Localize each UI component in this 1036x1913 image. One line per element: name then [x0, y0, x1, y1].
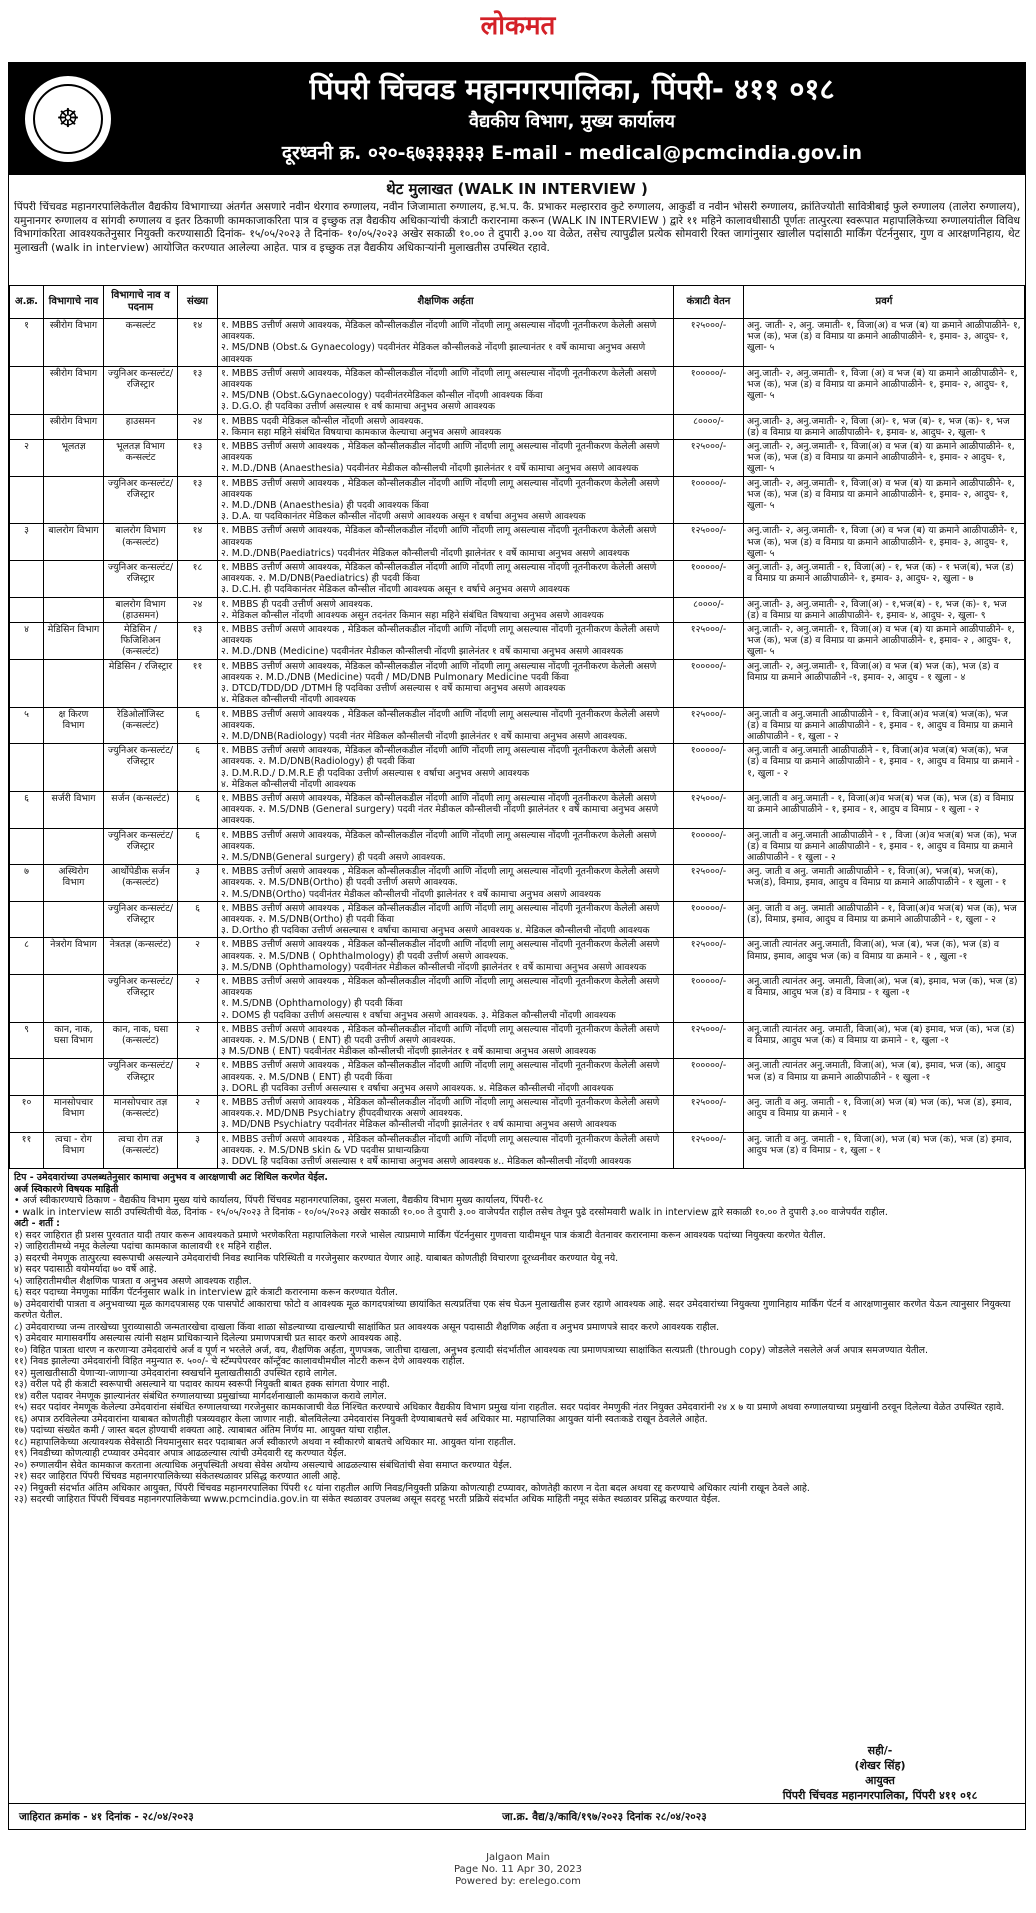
powered-by: Powered by: erelego.com — [455, 1876, 581, 1887]
table-row — [10, 319, 1025, 367]
table-row — [10, 366, 1025, 414]
application-place: • अर्ज स्वीकारण्याचे ठिकाण - वैद्यकीय विभाग मुख्य यांचे कार्यालय, पिंपरी चिंचवड महानगरपालिका, दुसरा मजला, वैद्यकीय विभाग मुख्य कार्यालय, पिंपरी-१८ — [14, 1195, 544, 1207]
row-number: १० — [10, 1096, 44, 1133]
post-name: त्वचा रोग तज्ञ (कन्सल्टंट) — [104, 1132, 178, 1169]
table-row — [10, 561, 1025, 598]
row-number: ११ — [10, 1132, 44, 1169]
post-name: कन्सल्टंट — [104, 319, 178, 367]
column-header: विभागाचे नाव — [44, 286, 104, 319]
post-count: २ — [178, 938, 218, 975]
reservation-category: अनु.जाती- २, अनु.जमाती- १, विजा(अ) व भज (ब) या क्रमाने आळीपाळीने- १, भज (क), भज (ड) व विमाप्र या क्रमाने आळीपाळीने- १, इमाव- २, आदुघ- १, खुला- ५ — [744, 476, 1025, 524]
signatory-org: पिंपरी चिंचवड महानगरपालिका, पिंपरी ४११ ०१८ — [782, 1789, 978, 1802]
qualification: १. MBBS उत्तीर्ण असणे आवश्यक , मेडिकल कौन्सीलकडील नोंदणी आणि नोंदणी लागू असल्यास नोंदणी नूतनीकरण केलेली असणे आवश्यक. २. M.S/DNB ( ENT) ही पदवी किंवा ३. DORL ही पदविका उत्तीर्ण असल्यास १ वर्षाचा अनुभव असणे आवश्यक. ४. मेडिकल कौन्सीलची नोंदणी आवश्यक — [218, 1059, 674, 1096]
term-item: ४) सदर पदासाठी वयोमर्यादा ७० वर्षे आहे. — [14, 1264, 157, 1276]
department-name — [44, 476, 104, 524]
contract-pay: १२५०००/- — [674, 1096, 744, 1133]
department-name — [44, 597, 104, 622]
column-header: विभागाचे नाव व पदनाम — [104, 286, 178, 319]
row-number: ३ — [10, 524, 44, 561]
signature-sd: सही/- — [867, 1744, 893, 1757]
row-number: ५ — [10, 707, 44, 744]
qualification: १. MBBS उत्तीर्ण असणे आवश्यक , मेडिकल कौन्सीलकडील नोंदणी आणि नोंदणी लागू असल्यास नोंदणी नूतनीकरण केलेली असणे आवश्यक १. M.S/DNB (Ophthamology) ही पदवी किंवा २. DOMS ही पदविका उत्तीर्ण असल्यास १ वर्षाचा अनुभव असणे आवश्यक. ३. मेडिकल कौन्सीलची नोंदणी आवश्यक — [218, 974, 674, 1022]
contract-pay: १०००००/- — [674, 901, 744, 938]
table-row — [10, 707, 1025, 744]
contract-pay: १२५०००/- — [674, 791, 744, 828]
post-count: २४ — [178, 597, 218, 622]
reservation-category: अनु.जाती- २, अनु.जमाती- १, विजा(अ) व भज (ब) या क्रमाने आळीपाळीने- १, भज (क), भज (ड) व विमाप्र या क्रमाने आळीपाळीने- १, इमाव- २ आदुघ- १, खुला- ५ — [744, 440, 1025, 477]
post-name: मानसोपचार तज्ञ (कन्सल्टंट) — [104, 1096, 178, 1133]
post-name: रेडिओलॉजिस्ट (कन्सल्टंट) — [104, 707, 178, 744]
qualification: १. MBBS उत्तीर्ण असणे आवश्यक , मेडिकल कौन्सीलकडील नोंदणी आणि नोंदणी लागू असल्यास नोंदणी नूतनीकरण केलेली असणे आवश्यक. २. M.D/DNB(Radiology) पदवी नंतर मेडिकल कौन्सीलची नोंदणी झालेनंतर १ वर्षे कामाचा अनुभव असणे आवश्यक. — [218, 707, 674, 744]
pcmc-emblem-logo — [25, 76, 111, 162]
table-row — [10, 828, 1025, 865]
reservation-category: अनु.जाती- २, अनु.जमाती- १, विजा(अ) व भज (ब) या क्रमाने आळीपाळीने- १, भज (क), भज (ड) व विमाप्र या क्रमाने आळीपाळीने- १, इमाव- २ , आदुघ- १, खुला- ५ — [744, 623, 1025, 660]
column-header: शैक्षणिक अर्हता — [218, 286, 674, 319]
qualification: १. MBBS उत्तीर्ण असणे आवश्यक, मेडिकल कौन्सीलकडील नोंदणी आणि नोंदणी लागू असल्यास नोंदणी नूतनीकरण केलेली असणे आवश्यक २. MS/DNB (Obst.&Gynaecology) पदवीनंतरमेडिकल कौन्सील नोंदणी आवश्यक किंवा ३. D.G.O. ही पदविका उत्तीर्ण असल्यास १ वर्ष कामाचा अनुभव असणे आवश्यक — [218, 366, 674, 414]
reservation-category: अनु.जाती त्यानंतर अनु.जमाती, विजा(अ), भज (ब), इमाव, भज (क), आदुघ भज (ड) व विमाप्र या क्रमाने आळीपाळीने - १ खुला -१ — [744, 1059, 1025, 1096]
post-name: ज्युनिअर कन्सल्टंट/ रजिस्ट्रार — [104, 366, 178, 414]
term-item: १४) वरील पदावर नेमणूक झाल्यानंतर संबंधित रुग्णालयाच्या प्रमुखांच्या मार्गदर्शनाखाली कामकाज करावे लागेल. — [14, 1390, 387, 1402]
post-count: १३ — [178, 476, 218, 524]
department-name — [44, 561, 104, 598]
post-name: ज्युनिअर कन्सल्टंट/ रजिस्ट्रार — [104, 1059, 178, 1096]
department-name — [44, 1059, 104, 1096]
department-name: क्ष किरण विभाग — [44, 707, 104, 744]
post-count: १८ — [178, 561, 218, 598]
department-name: स्त्रीरोग विभाग — [44, 414, 104, 439]
contract-pay: १२५०००/- — [674, 319, 744, 367]
row-number — [10, 1059, 44, 1096]
term-item: २२) नियुक्ती संदर्भात अंतिम अधिकार आयुक्त, पिंपरी चिंचवड महानगरपालिका पिंपरी १८ यांना राहतील आणि निवड/नियुक्ती प्रक्रिया कोणत्याही टप्प्यावर, कोणतेही कारण न देता बदल अथवा रद्द करण्याचे अधिकार त्यांनी राखून ठेवले आहे. — [14, 1482, 810, 1494]
reservation-category: अनु.जाती- २, अनु.जमाती- १, विजा (अ) व भज (ब) या क्रमाने आळीपाळीने- १, भज (क), भज (ड) व विमाप्र या क्रमाने आळीपाळीने- १, इमाव- ३, आदुघ- १, खुला- ५ — [744, 524, 1025, 561]
post-name: ज्युनिअर कन्सल्टंट/ रजिस्ट्रार — [104, 901, 178, 938]
contract-pay: १२५०००/- — [674, 1132, 744, 1169]
vacancy-table — [9, 285, 1025, 1169]
qualification: १. MBBS उत्तीर्ण असणे आवश्यक, मेडिकल कौन्सीलकडील नोंदणी आणि नोंदणी लागू असल्यास नोंदणी नूतनीकरण केलेली असणे आवश्यक. २. M.S/DNB (General surgery) पदवी नंतर मेडीकल कौन्सीलची नोंदणी झालेनंतर १ वर्षे कामाचा अनुभव असणे आवश्यक. — [218, 791, 674, 828]
row-number: ७ — [10, 865, 44, 902]
term-item: ८) उमेदवाराच्या जन्म तारखेच्या पुराव्यासाठी जन्मतारखेचा दाखला किंवा शाळा सोडल्याच्या दाखल्याची साक्षांकित प्रत आवश्यक असून पदासाठी शैक्षणिक अर्हता व अनुभव प्रमाणपत्रे सादर करणे आवश्यक राहील. — [14, 1321, 720, 1333]
qualification: १. MBBS उत्तीर्ण असणे आवश्यक, मेडिकल कौन्सीलकडील नोंदणी आणि नोंदणी लागू असल्यास नोंदणी नूतनीकरण केलेली असणे आवश्यक. २. MS/DNB (Obst.& Gynaecology) पदवीनंतर मेडिकल कौन्सीलकडे नोंदणी झाल्यानंतर १ वर्षे कामाचा अनुभव असणे आवश्यक — [218, 319, 674, 367]
post-name: कान, नाक, घसा (कन्सल्टंट) — [104, 1022, 178, 1059]
department-name: भूलतज्ञ — [44, 440, 104, 477]
qualification: १. MBBS ही पदवी उत्तीर्ण असणे आवश्यक. २. मेडिकल कौन्सील नोंदणी आवश्यक असुन तदनंतर किमान सहा महिने संबंधित विषयाचा अनुभव असणे आवश्यक — [218, 597, 674, 622]
row-number — [10, 744, 44, 792]
row-number: ९ — [10, 1022, 44, 1059]
contract-pay: १०००००/- — [674, 828, 744, 865]
post-name: ज्युनिअर कन्सल्टंट/ रजिस्ट्रार — [104, 744, 178, 792]
qualification: १. MBBS उत्तीर्ण असणे आवश्यक, मेडिकल कौन्सीलकडील नोंदणी आणि नोंदणी लागू असल्यास नोंदणी नूतनीकरण केलेली असणे आवश्यक. २. M.S/DNB(General surgery) ही पदवी असणे आवश्यक. — [218, 828, 674, 865]
post-name: ज्युनिअर कन्सल्टंट/ रजिस्ट्रार — [104, 974, 178, 1022]
department-name: मेडिसिन विभाग — [44, 623, 104, 660]
post-count: ६ — [178, 791, 218, 828]
qualification: १. MBBS उत्तीर्ण असणे आवश्यक , मेडिकल कौन्सीलकडील नोंदणी आणि नोंदणी लागू असल्यास नोंदणी नूतनीकरण केलेली असणे आवश्यक. २. M.S/DNB(Ortho) ही पदवी किंवा ३. D.Ortho ही पदविका उत्तीर्ण असल्यास १ वर्षाचा कामाचा अनुभव असणे आवश्यक ४. मेडिकल कौन्सीलची नोंदणी आवश्यक — [218, 901, 674, 938]
contract-pay: १२५०००/- — [674, 707, 744, 744]
term-item: १९) निवडीच्या कोणत्याही टप्प्यावर उमेदवार अपात्र आढळल्यास त्यांची उमेदवारी रद्द करण्यात येईल. — [14, 1448, 347, 1460]
post-count: २ — [178, 1096, 218, 1133]
term-item: ११) निवड झालेल्या उमेदवारांनी विहित नमुन्यात रु. ५००/- चे स्टॅम्पपेपरवर कॉन्ट्रॅक्ट कालावधीमधील नोटरी करून देणे आवश्यक राहील. — [14, 1356, 465, 1368]
walk-in-title: थेट मुलाखत (WALK IN INTERVIEW ) — [386, 180, 648, 198]
post-count: २४ — [178, 414, 218, 439]
row-number — [10, 901, 44, 938]
contract-pay: १०००००/- — [674, 1059, 744, 1096]
department-subtitle: वैद्यकीय विभाग, मुख्य कार्यालय — [469, 111, 675, 132]
qualification: १. MBBS उत्तीर्ण असणे आवश्यक , मेडिकल कौन्सीलकडील नोंदणी आणि नोंदणी लागू असल्यास नोंदणी नूतनीकरण केलेली असणे आवश्यक. २. M.S/DNB skin & VD पदवीस प्राधान्यक्रिया ३. DDVL हि पदविका उत्तीर्ण असल्यास १ वर्षे कामाचा अनुभव असणे आवश्यक ४.. मेडिकल कौन्सीलची नोंदणी आवश्यक — [218, 1132, 674, 1169]
post-count: ६ — [178, 744, 218, 792]
table-row — [10, 1096, 1025, 1133]
post-name: सर्जन (कन्सल्टंट) — [104, 791, 178, 828]
column-header: कंत्राटी वेतन — [674, 286, 744, 319]
qualification: १. MBBS उत्तीर्ण असणे आवश्यक, मेडिकल कौन्सीलकडील नोंदणी आणि नोंदणी लागू असल्यास नोंदणी नूतनीकरण केलेली असणे आवश्यक २. M.D./DNB(Paediatrics) पदवीनंतर मेडिकल कौन्सीलची नोंदणी झालेनंतर १ वर्षे कामाचा अनुभव असणे आवश्यक — [218, 524, 674, 561]
contract-pay: १२५०००/- — [674, 865, 744, 902]
column-header: संख्या — [178, 286, 218, 319]
term-item: १७) पदांच्या संख्येत कमी / जास्त बदल होण्याची शक्यता आहे. त्याबाबत अंतिम निर्णय मा. आयुक्त यांचा राहील. — [14, 1425, 391, 1437]
tip-note: टिप - उमेदवारांच्या उपलब्धतेनुसार कामाचा अनुभव व आरक्षणाची अट शिथिल करणेत येईल. — [14, 1172, 328, 1184]
post-name: हाउसमन — [104, 414, 178, 439]
qualification: १. MBBS उत्तीर्ण असणे आवश्यक , मेडिकल कौन्सीलकडील नोंदणी आणि नोंदणी लागू असल्यास नोंदणी नूतनीकरण केलेली असणे आवश्यक. २. M.S/DNB ( Ophthalmology) ही पदवी उत्तीर्ण असणे आवश्यक. ३. M.S/DNB (Ophthamology) पदवीनंतर मेडीकल कौन्सीलची नोंदणी झालेनंतर १ वर्षे कामाचा अनुभव असणे आवश्यक — [218, 938, 674, 975]
department-name: मानसोपचार विभाग — [44, 1096, 104, 1133]
reservation-category: अनु.जाती त्यानंतर अनु. जमाती, विजा(अ), भज (ब) इमाव, भज (क), भज (ड) व विमाप्र, आदुघ भज (क) व विमाप्र या क्रमाने - १, खुला -१ — [744, 1022, 1025, 1059]
post-count: १३ — [178, 440, 218, 477]
reservation-category: अनु.जाती- ३, अनु.जमाती- २, विजा(अ) - १,भज(ब) - १, भज (क)- १, भज (ड) व विमाप्र या क्रमाने आळीपाळीने- १, इमाव- ४, आदुघ- २, खुला- ९ — [744, 597, 1025, 622]
reservation-category: अनु.जाती- २, अनु.जमाती- १, विजा(अ) व भज (ब) भज (क), भज (ड) व विमाप्र या क्रमाने आळीपाळीने -१, इमाव- २, आदुघ - १ खुला - ४ — [744, 659, 1025, 707]
post-name: बालरोग विभाग (कन्सल्टंट) — [104, 524, 178, 561]
row-number: २ — [10, 440, 44, 477]
post-name: ज्युनिअर कन्सल्टंट/ रजिस्ट्रार — [104, 476, 178, 524]
contract-pay: १२५०००/- — [674, 440, 744, 477]
post-name: ज्युनिअर कन्सल्टंट/ रजिस्ट्रार — [104, 828, 178, 865]
table-row — [10, 1022, 1025, 1059]
term-item: ६) सदर पदाच्या नेमणुका मार्किंग पॅटर्ननुसार walk in interview द्वारे कंत्राटी करारनामा करून करण्यात येतील. — [14, 1287, 398, 1299]
qualification: १. MBBS उत्तीर्ण असणे आवश्यक , मेडिकल कौन्सीलकडील नोंदणी आणि नोंदणी लागू असल्यास नोंदणी नूतनीकरण केलेली असणे आवश्यक २. M.D./DNB (Anaesthesia) ही पदवी आवश्यक किंवा ३. D.A. या पदविकानंतर मेडिकल कौन्सील नोंदणी असणे आवश्यक असून १ वर्षाचा अनुभव असणे आवश्यक — [218, 476, 674, 524]
post-count: ६ — [178, 707, 218, 744]
post-count: १४ — [178, 319, 218, 367]
post-name: नेत्रतज्ञ (कन्सल्टंट) — [104, 938, 178, 975]
intro-paragraph: पिंपरी चिंचवड महानगरपालिकेतील वैद्यकीय विभागाच्या अंतर्गत असणारे नवीन थेरगाव रुग्णालय, नवीन जिजामाता रुग्णालय, ह.भ.प. कै. प्रभाकर मल्हारराव कुटे रुग्णालय, आकुर्डी व नवीन भोसरी रुग्णालय, क्रांतिज्योती सावित्रीबाई फुले रुग्णालय (तालेरा रुग्णालय), यमुनानगर रुग्णालय व सांगवी रुग्णालय व इतर ठिकाणी कामकाजाकरिता पात्र व इच्छुक तज्ञ वैद्यकीय अधिकाऱ्यांची कंत्राटी करारनामा करून (WALK IN INTERVIEW ) द्वारे ११ महिने कालावधीसाठी पूर्णतः तात्पुरत्या स्वरूपात महापालिकेच्या रुग्णालयांतील विविध विभागांकरिता आवश्यकतेनुसार नियुक्ती करण्यासाठी दिनांक- १५/०५/२०२३ ते दिनांक- १०/०५/२०२३ अखेर सकाळी १०.०० ते दुपारी ३.०० या वेळेत, तसेच त्यापुढील प्रत्येक सोमवारी रिक्त जागांनुसार खालील पदांसाठी मार्किंग पॅटर्ननुसार, गुण व आरक्षणनिहाय, थेट मुलाखती (walk in interview) आयोजित करण्यात आलेल्या आहेत. पात्र व इच्छुक तज्ञ वैद्यकीय अधिकाऱ्यांनी मुलाखतीस उपस्थित रहावे. — [14, 201, 1020, 254]
contract-pay: १०००००/- — [674, 659, 744, 707]
row-number: ४ — [10, 623, 44, 660]
signatory-name: (शेखर सिंह) — [854, 1759, 906, 1772]
term-item: ३) सदरची नेमणूक तात्पुरत्या स्वरूपाची असल्याने उमेदवारांची निवड स्थानिक परिस्थिती व गरजेनुसार करण्यात येणार आहे. याबाबत कोणतीही विचारणा दूरध्वनीवर करण्यात येवू नये. — [14, 1252, 619, 1264]
newspaper-masthead: लोकमत — [480, 11, 556, 41]
department-name — [44, 744, 104, 792]
term-item: ७) उमेदवारांची पात्रता व अनुभवाच्या मूळ कागदपत्रासह एक पासपोर्ट आकाराचा फोटो व आवश्यक मूळ कागदपत्रांच्या छायांकित सत्यप्रतिंचा एक संच घेऊन मुलाखतीस हजर रहाणे आवश्यक आहे. सदर उमेदवारांच्या नियुक्त्या गुणानिहाय मार्किंग पॅटर्न व आरक्षणानुसार करणेत येऊन त्यानुसार नियुक्त्या करणेत येतील. — [14, 1298, 1011, 1322]
table-row — [10, 901, 1025, 938]
department-name: स्त्रीरोग विभाग — [44, 366, 104, 414]
contract-pay: ८००००/- — [674, 414, 744, 439]
post-name: बालरोग विभाग (हाउसमन) — [104, 597, 178, 622]
row-number — [10, 561, 44, 598]
post-count: २ — [178, 1059, 218, 1096]
table-row — [10, 791, 1025, 828]
reservation-category: अनु.जाती व अनु.जमाती आळीपाळीने - १ , विजा (अ)व भज(ब) भज (क), भज (ड) व विमाप्र या क्रमाने आळीपाळीने - १, इमाव - १, आदुघ व विमाप्र या क्रमाने आळीपाळीने - १ खुला - २ — [744, 828, 1025, 865]
term-item: १) सदर जाहिरात ही प्रशस पुरवतात यादी तयार करून आवश्यकते प्रमाणे भरणेकरिता महापालिकेला गरजे भासेल त्याप्रमाणे मार्किंग पॅटर्ननुसार गुणवत्ता यादीमधून पात्र कंत्राटी वेतनावर करारनामा करून आवश्यक पदांच्या नियुक्त्या करणेत येतील. — [14, 1229, 826, 1241]
reservation-category: अनु.जाती व अनु.जमाती - १, विजा(अ)व भज(ब) भज (क), भज (ड) व विमाप्र या क्रमाने आळीपाळीने - १, इमाव - १, आदुघ व विमाप्र - १ खुला - २ — [744, 791, 1025, 828]
contact-line: दूरध्वनी क्र. ०२०-६७३३३३३३ E-mail - medical@pcmcindia.gov.in — [281, 142, 863, 164]
term-item: ९) उमेदवार मागासवर्गीय असल्यास त्यांनी सक्षम प्राधिकाऱ्याने दिलेल्या प्रमाणपत्राची प्रत सादर करणे आवश्यक आहे. — [14, 1333, 402, 1345]
table-row — [10, 865, 1025, 902]
post-count: १४ — [178, 524, 218, 561]
department-name: बालरोग विभाग — [44, 524, 104, 561]
reservation-category: अनु. जाती व अनु. जमाती आळीपाळीने - १, विजा(अ), भज(ब), भज(क), भज(ड), विमाप्र, इमाव, आदुघ व विमाप्र या क्रमाने आळीपाळीने - १ खुला - १ — [744, 865, 1025, 902]
row-number: ६ — [10, 791, 44, 828]
post-count: २ — [178, 1022, 218, 1059]
qualification: १. MBBS उत्तीर्ण असणे आवश्यक, मेडिकल कौन्सीलकडील नोंदणी आणि नोंदणी लागू असल्यास नोंदणी नूतनीकरण केलेली असणे आवश्यक. २. M.D/DNB(Paediatrics) ही पदवी किंवा ३. D.C.H. ही पदविकानंतर मेडिकल कौन्सील नोंदणी आवश्यक असून १ वर्षाचे अनुभव असणे आवश्यक — [218, 561, 674, 598]
post-count: ११ — [178, 659, 218, 707]
table-row — [10, 597, 1025, 622]
column-header: प्रवर्ग — [744, 286, 1025, 319]
reservation-category: अनु.जाती व अनु.जमाती आळीपाळीने - १, विजा(अ)व भज(ब) भज(क), भज (ड) व विमाप्र या क्रमाने आळीपाळीने - १, इमाव - १, आदुघ व विमाप्र या क्रमाने आळीपाळीने - १, खुला - २ — [744, 707, 1025, 744]
department-name: सर्जरी विभाग — [44, 791, 104, 828]
qualification: १. MBBS उत्तीर्ण असणे आवश्यक , मेडिकल कौन्सीलकडील नोंदणी आणि नोंदणी लागू असल्यास नोंदणी नूतनीकरण केलेली असणे आवश्यक २. M.D./DNB (Medicine) पदवीनंतर मेडीकल कौन्सीलची नोंदणी झालेनंतर १ वर्षे कामाचा अनुभव असणे आवश्यक — [218, 623, 674, 660]
signature-block — [765, 1743, 995, 1803]
contract-pay: १०००००/- — [674, 744, 744, 792]
term-item: १८) महापालिकेच्या अत्यावश्यक सेवेसाठी नियमानुसार सदर पदाबाबत अर्ज स्वीकारणे अथवा न स्वीकारणे बाबतचे अधिकार मा. आयुक्त यांना राहतील. — [14, 1436, 517, 1448]
post-count: ३ — [178, 1132, 218, 1169]
contract-pay: १२५०००/- — [674, 1022, 744, 1059]
reservation-category: अनु. जाती- २, अनु. जमाती- १, विजा(अ) व भज (ब) या क्रमाने आळीपाळीने- १, भज (क), भज (ड) व विमाप्र या क्रमाने आळीपाळीने- १, इमाव- ३, आदुघ- १, खुला- ५ — [744, 319, 1025, 367]
department-name — [44, 901, 104, 938]
post-name: आर्थोपेडीक सर्जन (कन्सल्टंट) — [104, 865, 178, 902]
term-item: १६) अपात्र ठरविलेल्या उमेदवारांना याबाबत कोणतीही पत्रव्यवहार केला जाणार नाही. बोलविलेल्या उमेदवारांस नियुक्ती देण्याबाबतचे सर्व अधिकार मा. महापालिका आयुक्त यांनी स्वतःकडे राखून ठेवलेले आहेत. — [14, 1413, 708, 1425]
post-count: १३ — [178, 623, 218, 660]
contract-pay: १०००००/- — [674, 974, 744, 1022]
application-time: • walk in interview साठी उपस्थितीची वेळ, दिनांक - १५/०५/२०२३ ते दिनांक - १०/०५/२०२३ अखेर सकाळी १०.०० ते दुपारी ३.०० वाजेपर्यंत राहील तसेच तेथून पुढे दरसोमवारी walk in interview द्वारे सकाळी १०.०० ते दुपारी ३.०० वाजेपर्यंत राहील. — [14, 1206, 888, 1218]
department-name — [44, 659, 104, 707]
org-title: पिंपरी चिंचवड महानगरपालिका, पिंपरी- ४११ ०१८ — [309, 72, 835, 106]
contract-pay: १२५०००/- — [674, 938, 744, 975]
table-row — [10, 524, 1025, 561]
term-item: १५) सदर पदांवर नेमणूक केलेल्या उमेदवारांना संबंधित रुग्णालयाच्या गरजेनुसार कामकाजाची वेळ निश्चित करण्याचे अधिकार वैद्यकीय विभाग प्रमुख यांना राहतील. सदर पदांवर नेमणुकी नंतर नियुक्त उमेदवारांनी २४ x ७ या प्रमाणे अथवा रुग्णालयाच्या प्रमुखांनी ठरवून दिलेल्या वेळेत उपस्थित रहावे. — [14, 1402, 1005, 1414]
qualification: १. MBBS उत्तीर्ण असणे आवश्यक , मेडिकल कौन्सीलकडील नोंदणी आणि नोंदणी लागू असल्यास नोंदणी नूतनीकरण केलेली असणे आवश्यक. २. M.S/DNB(Ortho) ही पदवी उत्तीर्ण असणे आवश्यक. २. M.S/DNB(Ortho) पदवीनंतर मेडीकल कौन्सीलची नोंदणी झालेनंतर १ वर्षे कामाचा अनुभव असणे आवश्यक — [218, 865, 674, 902]
ad-number: जाहिरात क्रमांक - ४१ दिनांक - २८/०४/२०२३ — [19, 1810, 194, 1823]
qualification: १. MBBS उत्तीर्ण असणे आवश्यक , मेडिकल कौन्सीलकडील नोंदणी आणि नोंदणी लागू असल्यास नोंदणी नूतनीकरण केलेली असणे आवश्यक २. M.D./DNB (Anaesthesia) पदवीनंतर मेडीकल कौन्सीलची नोंदणी झालेनंतर १ वर्षे कामाचा अनुभव असणे आवश्यक — [218, 440, 674, 477]
reservation-category: अनु.जाती- ३, अनु.जमाती - १, विजा(अ) - १, भज (क) - १ भज(ब), भज (ड) व विमाप्र या क्रमाने आळीपाळीने- १, इमाव- ३, आदुघ- २, खुला - ७ — [744, 561, 1025, 598]
table-row — [10, 414, 1025, 439]
department-name: कान, नाक, घसा विभाग — [44, 1022, 104, 1059]
department-name: त्वचा - रोग विभाग — [44, 1132, 104, 1169]
row-number — [10, 974, 44, 1022]
qualification: १. MBBS उत्तीर्ण असणे आवश्यक , मेडिकल कौन्सीलकडील नोंदणी आणि नोंदणी लागू असल्यास नोंदणी नूतनीकरण केलेली असणे आवश्यक.२. MD/DNB Psychiatry हीपदवीधारक असणे आवश्यक. ३. MD/DNB Psychiatry पदवीनंतर मेडिकल कौन्सीलची नोंदणी झालेनंतर १ वर्ष कामाचा अनुभव असणे आवश्यक — [218, 1096, 674, 1133]
ad-footer — [9, 1803, 1025, 1829]
table-row — [10, 659, 1025, 707]
department-name: नेत्ररोग विभाग — [44, 938, 104, 975]
table-row — [10, 974, 1025, 1022]
reference-number: जा.क्र. वैद्य/३/कावि/१९७/२०२३ दिनांक २८/०४/२०२३ — [502, 1810, 707, 1823]
contract-pay: ८००००/- — [674, 597, 744, 622]
term-item: १०) विहित पात्रता धारण न करणाऱ्या उमेदवारांचे अर्ज व पूर्ण न भरलेले अर्ज, वय, शैक्षणिक अर्हता, गुणपत्रक, जातीचा दाखला, अनुभव इत्यादी संदर्भातील आवश्यक त्या प्रमाणपत्राच्या साक्षांकित सत्यप्रती (through copy) जोडलेले नसलेले अर्ज अपात्र समजण्यात येतील. — [14, 1344, 929, 1356]
application-info-heading: अर्ज स्विकारणे विषयक माहिती — [14, 1183, 119, 1195]
table-row — [10, 1132, 1025, 1169]
department-name — [44, 828, 104, 865]
contract-pay: १०००००/- — [674, 476, 744, 524]
department-name: स्त्रीरोग विभाग — [44, 319, 104, 367]
reservation-category: अनु.जाती त्यानंतर अनु. जमाती, विजा(अ), भज (ब), इमाव, भज (क), भज (ड) व विमाप्र, आदुघ भज (ड) व विमाप्र - १ खुला -१ — [744, 974, 1025, 1022]
post-name: भूलतज्ञ विभाग कन्सल्टंट — [104, 440, 178, 477]
department-name — [44, 974, 104, 1022]
term-item: २०) रुग्णालयीन सेवेत कामकाज करताना अत्याधिक अनुपस्थिती अथवा सेवेस अयोग्य असल्याचे आढळल्यास संबंधितांची सेवा समाप्त करण्यात येईल. — [14, 1459, 513, 1471]
emblem-icon: ☸ — [33, 84, 103, 154]
reservation-category: अनु. जाती व अनु. जमाती - १, विजा(अ), भज (ब) भज (क), भज (ड) इमाव, आदुघ भज (ड) व विमाप्र - १, खुला - १ — [744, 1132, 1025, 1169]
ad-header — [9, 63, 1025, 175]
term-item: १३) वरील पदे ही कंत्राटी स्वरूपाची असल्याने या पदावर कायम स्वरूपी नियुक्ती बाबत हक्क सांगता येणार नाही. — [14, 1379, 390, 1391]
table-row — [10, 623, 1025, 660]
table-row — [10, 744, 1025, 792]
post-name: ज्युनिअर कन्सल्टंट/ रजिस्ट्रार — [104, 561, 178, 598]
reservation-category: अनु.जाती व अनु.जमाती आळीपाळीने - १, विजा(अ)व भज(ब) भज(क), भज (ड) व विमाप्र या क्रमाने आळीपाळीने - १, इमाव - १, आदुघ व विमाप्र या क्रमाने - १, खुला - २ — [744, 744, 1025, 792]
row-number — [10, 597, 44, 622]
post-name: मेडिसिन / फिजिशिअन (कन्सल्टंट) — [104, 623, 178, 660]
terms-list — [14, 1230, 1020, 1506]
post-count: ३ — [178, 865, 218, 902]
contract-pay: १२५०००/- — [674, 524, 744, 561]
row-number — [10, 828, 44, 865]
table-header-row — [10, 286, 1025, 319]
terms-heading: अटी - शर्ती : — [14, 1218, 60, 1230]
contract-pay: १०००००/- — [674, 366, 744, 414]
page-footer — [0, 1852, 1036, 1888]
term-item: २१) सदर जाहिरात पिंपरी चिंचवड महानगरपालिकेच्या संकेतस्थळावर प्रसिद्ध करण्यात आली आहे. — [14, 1471, 341, 1483]
row-number — [10, 659, 44, 707]
reservation-category: अनु.जाती त्यानंतर अनु.जमाती, विजा(अ), भज (ब), भज (क), भज (ड) व विमाप्र, इमाव, आदुघ भज (क) व विमाप्र या क्रमाने - १ , खुला -१ — [744, 938, 1025, 975]
reservation-category: अनु.जाती- २, अनु.जमाती- १, विजा (अ) व भज (ब) या क्रमाने आळीपाळीने- १, भज (क), भज (ड) व विमाप्र या क्रमाने आळीपाळीने- १, इमाव- २, आदुघ- १, खुला- ५ — [744, 366, 1025, 414]
qualification: १. MBBS उत्तीर्ण असणे आवश्यक , मेडिकल कौन्सीलकडील नोंदणी आणि नोंदणी लागू असल्यास नोंदणी नूतनीकरण केलेली असणे आवश्यक. २. M.S/DNB ( ENT) ही पदवी उत्तीर्ण असणे आवश्यक. ३ M.S/DNB ( ENT) पदवीनंतर मेडीकल कौन्सीलची नोंदणी झालेनंतर १ वर्षे कामाचा अनुभव असणे आवश्यक — [218, 1022, 674, 1059]
table-row — [10, 476, 1025, 524]
department-name: अस्थिरोग विभाग — [44, 865, 104, 902]
row-number: ८ — [10, 938, 44, 975]
contract-pay: १०००००/- — [674, 561, 744, 598]
page-number: Page No. 11 Apr 30, 2023 — [453, 1864, 583, 1875]
signatory-role: आयुक्त — [865, 1774, 895, 1787]
edition-label: Jalgaon Main — [486, 1852, 550, 1863]
table-row — [10, 938, 1025, 975]
column-header: अ.क्र. — [10, 286, 44, 319]
reservation-category: अनु. जाती व अनु. जमाती आळीपाळीने - १, विजा(अ)व भज(ब) भज (क), भज (ड), विमाप्र, इमाव, आदुघ व विमाप्र या क्रमाने आळीपाळीने - १, खुला - २ — [744, 901, 1025, 938]
contract-pay: १२५०००/- — [674, 623, 744, 660]
reservation-category: अनु.जाती- ३, अनु.जमाती- २, विजा (अ)- १, भज (ब)- १, भज (क)- १, भज (ड) व विमाप्र या क्रमाने आळीपाळीने- १, इमाव- ४, आदुघ- २, खुला- ९ — [744, 414, 1025, 439]
post-count: ६ — [178, 901, 218, 938]
term-item: २३) सदरची जाहिरात पिंपरी चिंचवड महानगरपालिकेच्या www.pcmcindia.gov.in या संकेत स्थळावर उपलब्ध असून सदरहू भरती प्रक्रिये संदर्भात अधिक माहिती नमूद संकेत स्थळावर प्रसिद्ध करण्यात येईल. — [14, 1494, 721, 1506]
post-count: ६ — [178, 828, 218, 865]
row-number: १ — [10, 319, 44, 367]
term-item: २) जाहिरातीमध्ये नमूद केलेल्या पदांचा कामकाज कालावधी ११ महिने राहील. — [14, 1241, 272, 1253]
row-number — [10, 414, 44, 439]
row-number — [10, 476, 44, 524]
notes-section — [9, 1169, 1025, 1552]
post-count: २ — [178, 974, 218, 1022]
reservation-category: अनु. जाती व अनु. जमाती - १, विजा(अ) भज (ब) भज (क), भज (ड), इमाव, आदुघ व विमाप्र या क्रमाने - १ — [744, 1096, 1025, 1133]
row-number — [10, 366, 44, 414]
post-name: मेडिसिन / रजिस्ट्रार — [104, 659, 178, 707]
table-row — [10, 440, 1025, 477]
post-count: १३ — [178, 366, 218, 414]
term-item: १२) मुलाखतीसाठी येणाऱ्या-जाणाऱ्या उमेदवारांना स्वखर्चाने मुलाखतीसाठी उपस्थित रहावे लागेल. — [14, 1367, 338, 1379]
table-row — [10, 1059, 1025, 1096]
qualification: १. MBBS उत्तीर्ण असणे आवश्यक, मेडिकल कौन्सीलकडील नोंदणी आणि नोंदणी लागू असल्यास नोंदणी नूतनीकरण केलेली असणे आवश्यक २. M.D./DNB (Medicine) पदवी / MD/DNB Pulmonary Medicine पदवी किंवा ३. DTCD/TDD/DD /DTMH हि पदविका उत्तीर्ण असल्यास १ वर्षे कामाचा अनुभव असणे आवश्यक ४. मेडिकल कौन्सीलची नोंदणी आवश्यक — [218, 659, 674, 707]
qualification: १. MBBS उत्तीर्ण असणे आवश्यक, मेडिकल कौन्सीलकडील नोंदणी आणि नोंदणी लागू असल्यास नोंदणी नूतनीकरण केलेली असणे आवश्यक. २. M.D/DNB(Radiology) ही पदवी किंवा ३. D.M.R.D./ D.M.R.E ही पदविका उत्तीर्ण असल्यास १ वर्षाचा अनुभव असणे आवश्यक ४. मेडिकल कौन्सीलची नोंदणी आवश्यक — [218, 744, 674, 792]
advertisement-box — [8, 62, 1026, 1830]
qualification: १. MBBS पदवी मेडिकल कौन्सील नोंदणी असणे आवश्यक. २. किमान सहा महिने संबंधित विषयाचा कामकाज केल्याचा अनुभव असणे आवश्यक — [218, 414, 674, 439]
term-item: ५) जाहिरातीमधील शैक्षणिक पात्रता व अनुभव असणे आवश्यक राहील. — [14, 1275, 252, 1287]
